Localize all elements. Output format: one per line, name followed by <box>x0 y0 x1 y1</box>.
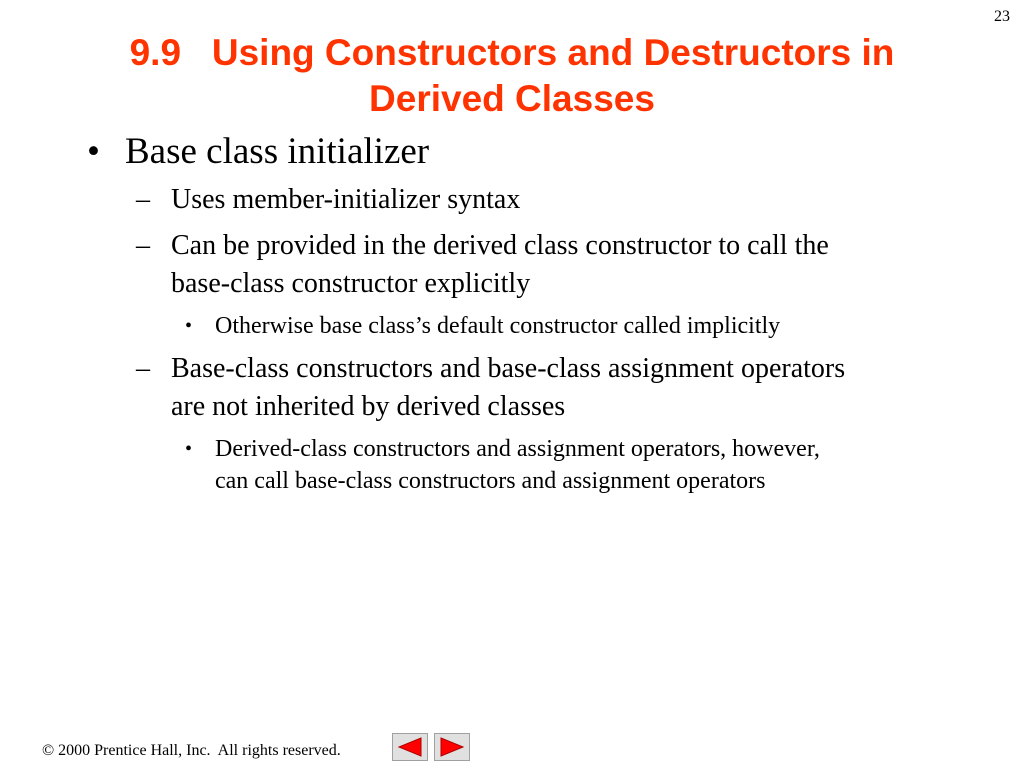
dash-marker: – <box>136 353 150 384</box>
bullet-marker: • <box>185 315 193 337</box>
copyright-symbol: © <box>42 742 55 759</box>
bullet-text: Otherwise base class’s default constructor called implicitly <box>215 313 781 339</box>
bullet-text <box>171 227 829 303</box>
page-number: 23 <box>994 8 1010 25</box>
next-slide-button[interactable] <box>434 733 470 761</box>
bullet-marker: • <box>87 131 100 172</box>
title-line-1: 9.9 Using Constructors and Destructors in <box>129 32 895 73</box>
previous-slide-button[interactable] <box>392 733 428 761</box>
dash-marker: – <box>136 230 150 261</box>
text-line: can call base-class constructors and assignment operators <box>215 468 766 494</box>
bullet-text: Base class initializer <box>125 131 430 172</box>
bullet-text: Uses member-initializer syntax <box>171 184 521 215</box>
right-arrow-icon <box>439 737 465 757</box>
title-line-2: Derived Classes <box>369 78 655 119</box>
dash-marker: – <box>136 184 150 215</box>
bullet-text <box>215 433 820 497</box>
slide-navigation <box>392 733 470 761</box>
text-line: base-class constructor explicitly <box>171 268 531 299</box>
left-arrow-icon <box>397 737 423 757</box>
footer-copyright <box>42 742 341 760</box>
text-line: are not inherited by derived classes <box>171 391 566 422</box>
text-line: Derived-class constructors and assignment operators, however, <box>215 436 820 462</box>
copyright-text: 2000 Prentice Hall, Inc. All rights reserved. <box>54 742 341 759</box>
bullet-marker: • <box>185 438 193 460</box>
bullet-text <box>171 350 845 426</box>
text-line: Base-class constructors and base-class assignment operators <box>171 353 846 384</box>
text-line: Can be provided in the derived class constructor to call the <box>171 230 829 261</box>
slide-title <box>80 30 944 122</box>
